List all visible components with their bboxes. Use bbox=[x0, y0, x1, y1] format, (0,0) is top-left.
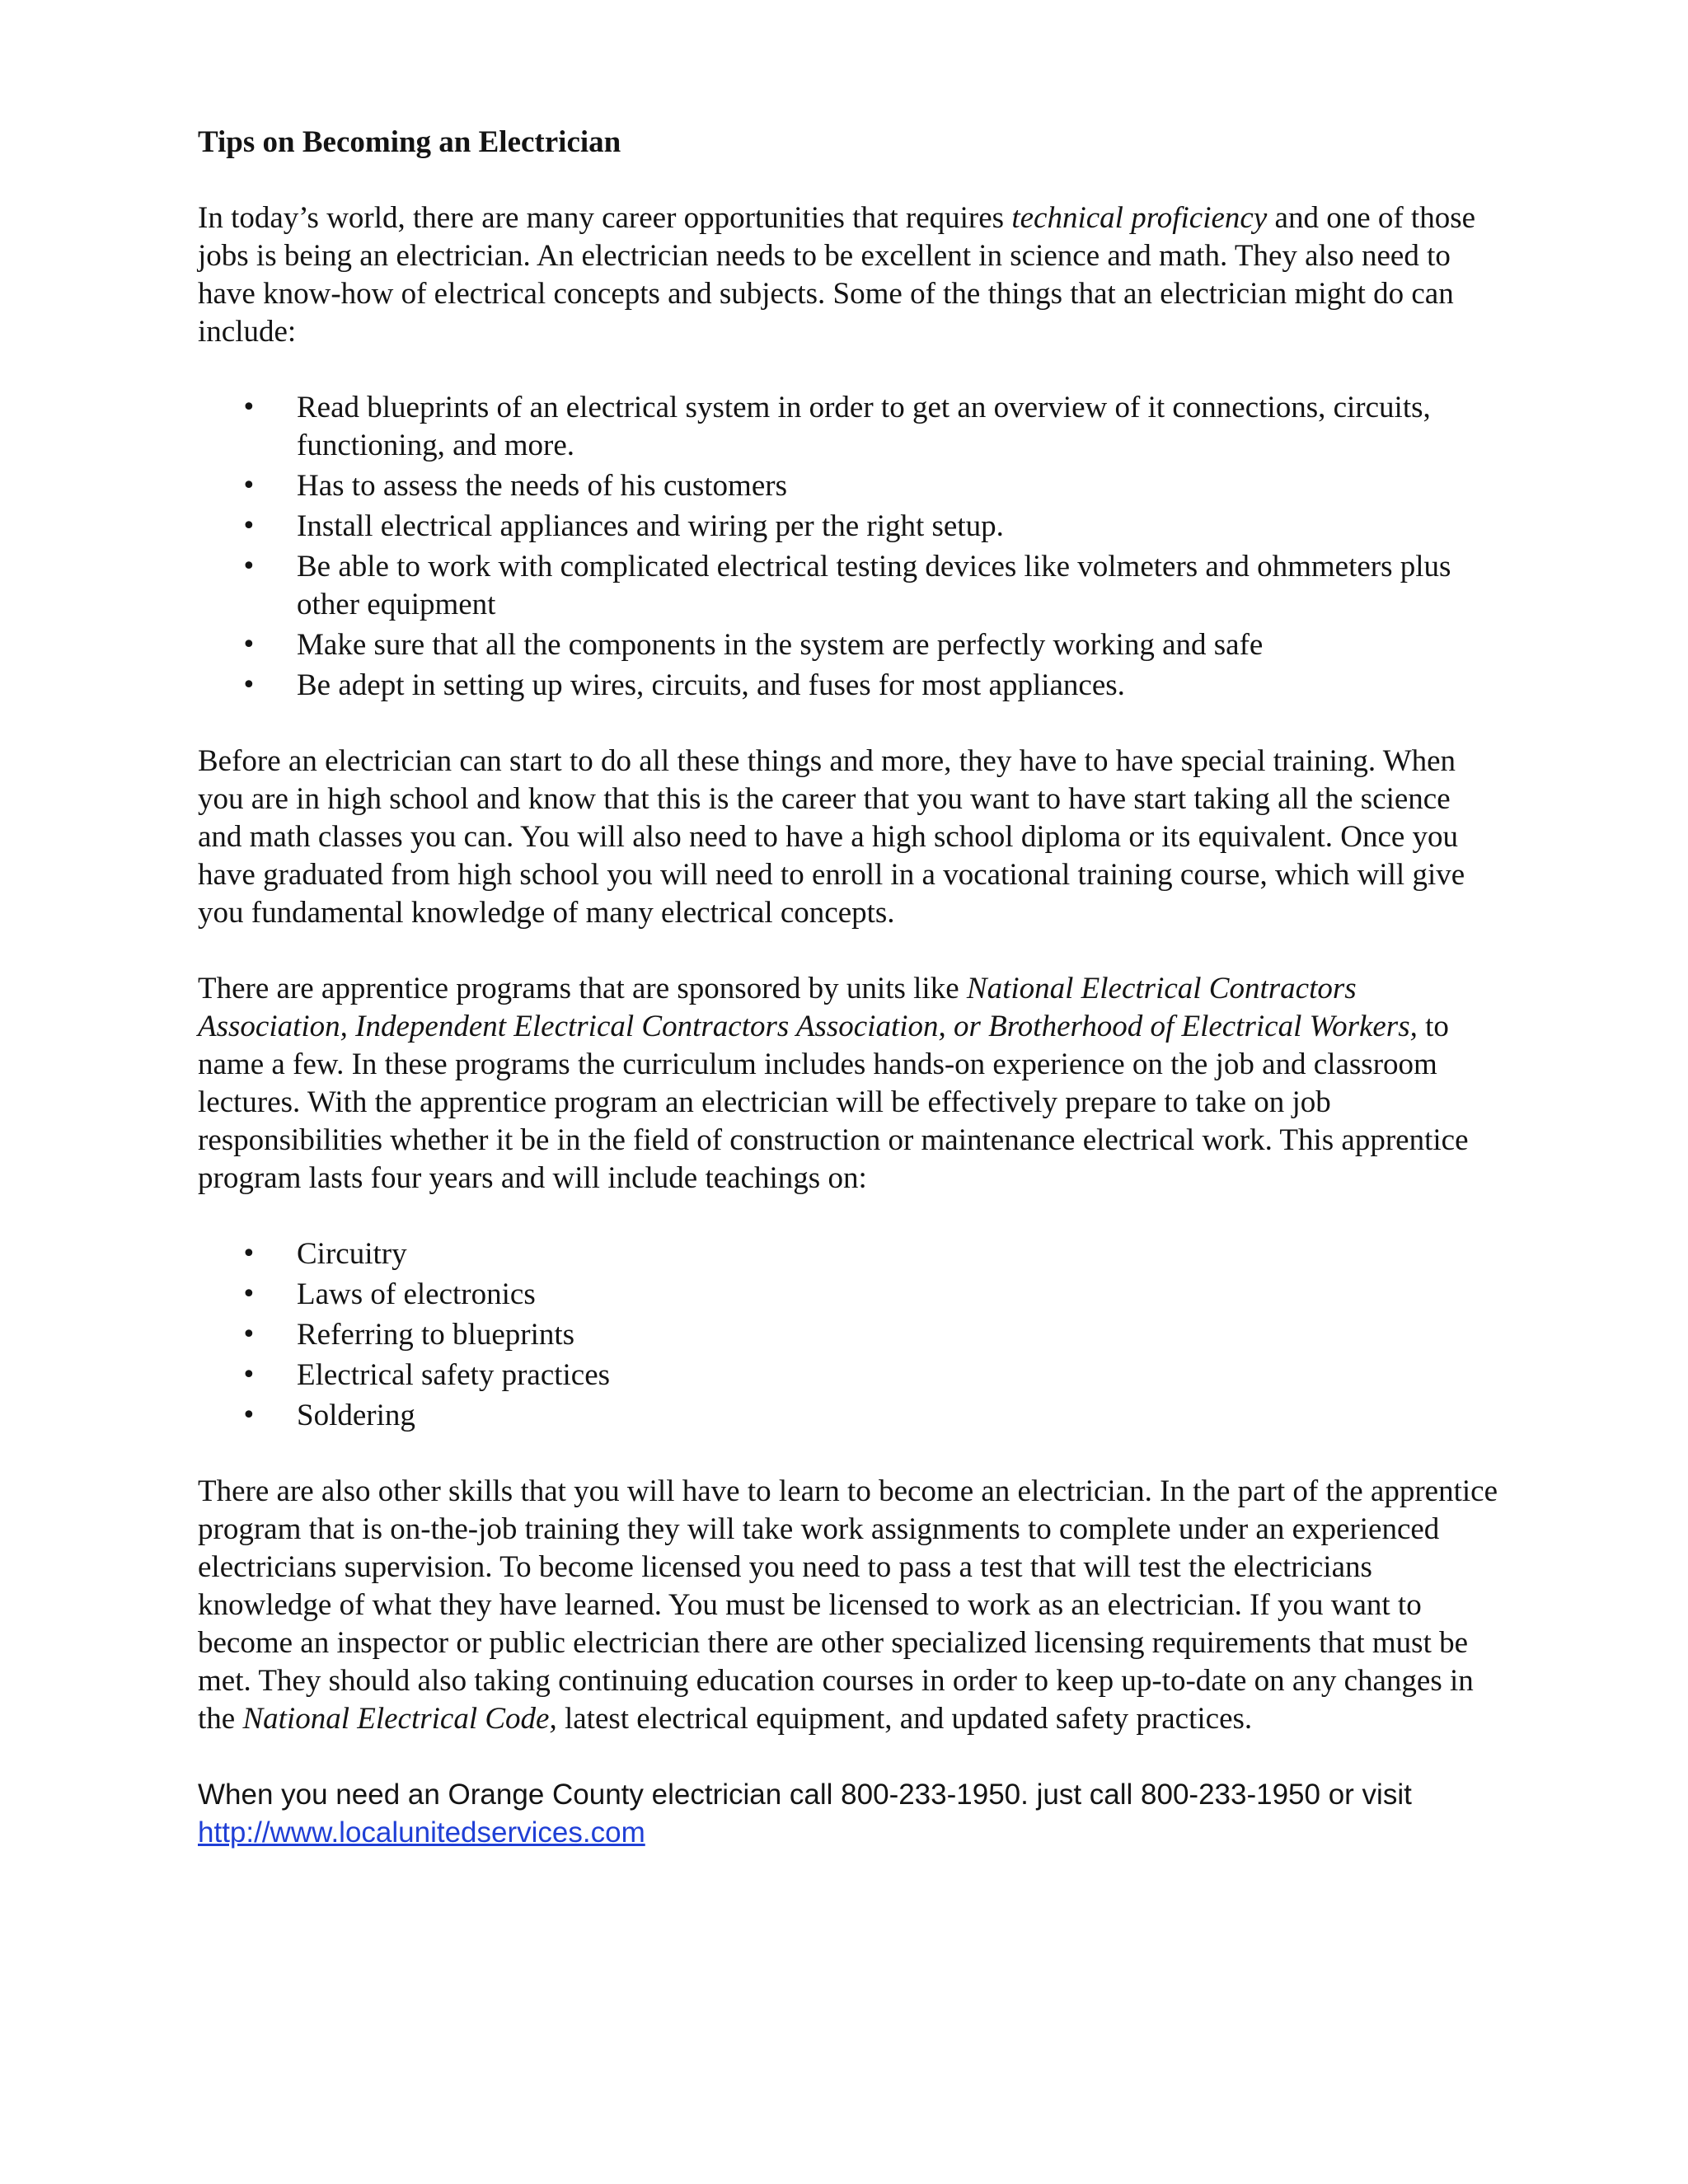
apprentice-paragraph bbox=[198, 970, 1500, 1197]
list-item: • Make sure that all the components in the system are perfectly working and safe bbox=[198, 626, 1500, 664]
bullet-icon: • bbox=[241, 671, 256, 700]
list-item: • Be adept in setting up wires, circuits, and fuses for most appliances. bbox=[198, 667, 1500, 705]
apprentice-emphasis: National Electrical Contractors Association, Independent Electrical Contractors Association, or Brotherhood of Electrical Workers, bbox=[198, 972, 1418, 1043]
intro-emphasis: technical proficiency bbox=[1011, 201, 1268, 235]
intro-text-2: and one of those jobs is being an electrician. An electrician needs to be excellent in science and math. They also need to have know-how of electrical concepts and subjects. Some of the things that an electrician might do can include: bbox=[198, 201, 1476, 349]
document-page bbox=[198, 124, 1500, 1852]
skills-emphasis: National Electrical Code, bbox=[242, 1702, 557, 1736]
list-item: • Laws of electronics bbox=[198, 1276, 1500, 1314]
list-item: • Be able to work with complicated electrical testing devices like volmeters and ohmmeters plus other equipment bbox=[241, 550, 1451, 621]
skills-text-2: latest electrical equipment, and updated safety practices. bbox=[556, 1702, 1253, 1736]
list-item: • Has to assess the needs of his customers bbox=[198, 467, 1500, 505]
bullet-icon: • bbox=[241, 1280, 256, 1309]
training-paragraph: Before an electrician can start to do all these things and more, they have to have special training. When you are in high school and know that this is the career that you want to have start taking all the science and math classes you can. You will also need to have a high school diploma or its equivalent. Once you have graduated from high school you will need to enroll in a vocational training course, which will give you fundamental knowledge of many electrical concepts. bbox=[198, 744, 1465, 930]
bullet-icon: • bbox=[241, 630, 256, 659]
bullet-icon: • bbox=[241, 1361, 256, 1390]
bullet-icon: • bbox=[241, 512, 256, 541]
list-item: • Circuitry bbox=[198, 1235, 1500, 1273]
bullet-icon: • bbox=[241, 552, 256, 581]
skills-text-1: There are also other skills that you will have to learn to become an electrician. In the part of the apprentice program that is on-the-job training they will take work assignments to complete under an experienced electricians supervision. To become licensed you need to pass a test that will test the electricians knowledge of what they have learned. You must be licensed to work as an electrician. If you want to become an inspector or public electrician there are other specialized licensing requirements that must be met. They should also taking continuing education courses in order to keep up-to-date on any changes in the bbox=[198, 1474, 1498, 1736]
footer-text: When you need an Orange County electrician call 800-233-1950. just call 800-233-1950 or visit bbox=[198, 1779, 1412, 1811]
bullet-icon: • bbox=[241, 471, 256, 500]
list-item: • Referring to blueprints bbox=[198, 1316, 1500, 1354]
duties-list bbox=[198, 389, 1500, 705]
list-item: • Install electrical appliances and wiring per the right setup. bbox=[198, 508, 1500, 546]
skills-paragraph bbox=[198, 1473, 1500, 1738]
list-item: • Electrical safety practices bbox=[198, 1357, 1500, 1394]
bullet-icon: • bbox=[241, 393, 256, 422]
footer-contact bbox=[198, 1776, 1500, 1852]
bullet-icon: • bbox=[241, 1240, 256, 1268]
apprentice-text-1: There are apprentice programs that are sponsored by units like bbox=[198, 972, 967, 1005]
list-item: • Read blueprints of an electrical system in order to get an overview of it connections, circuits, functioning, and more. bbox=[241, 391, 1431, 462]
teachings-list bbox=[198, 1235, 1500, 1435]
apprentice-text-2: to name a few. In these programs the curriculum includes hands-on experience on the job and classroom lectures. With the apprentice program an electrician will be effectively prepare to take on job responsibilities whether it be in the field of construction or maintenance electrical work. This apprentice program lasts four years and will include teachings on: bbox=[198, 1010, 1469, 1195]
bullet-icon: • bbox=[241, 1320, 256, 1349]
list-item: • Soldering bbox=[198, 1397, 1500, 1435]
website-link[interactable]: http://www.localunitedservices.com bbox=[198, 1816, 645, 1849]
intro-paragraph bbox=[198, 199, 1500, 351]
document-title: Tips on Becoming an Electrician bbox=[198, 125, 621, 159]
intro-text-1: In today’s world, there are many career opportunities that requires bbox=[198, 201, 1012, 235]
bullet-icon: • bbox=[241, 1401, 256, 1430]
